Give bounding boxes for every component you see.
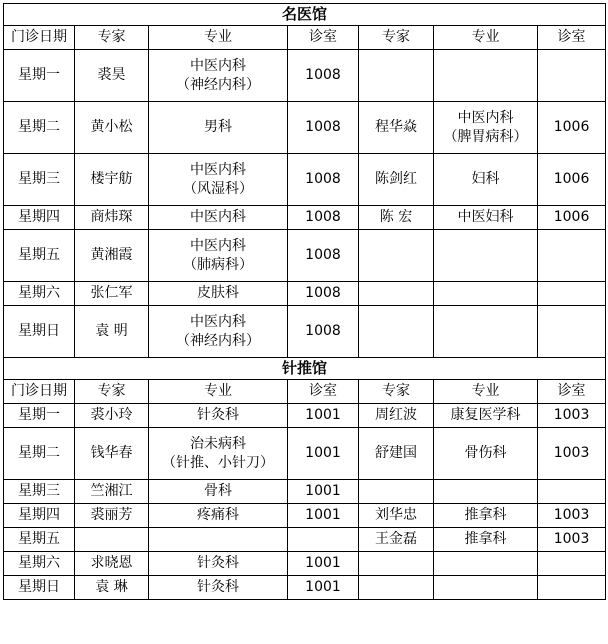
- expert-cell: 竺湘江: [75, 480, 149, 504]
- day-cell: 星期二: [4, 102, 75, 154]
- table-row: [4, 154, 606, 206]
- day-cell: 星期一: [4, 50, 75, 102]
- column-header: 诊室: [538, 380, 606, 404]
- specialty-cell: 针灸科: [149, 576, 288, 600]
- room-cell: [538, 306, 606, 358]
- specialty-cell: 妇科: [434, 154, 538, 206]
- specialty-cell: [149, 528, 288, 552]
- room-cell: 1001: [288, 428, 359, 480]
- day-cell: 星期二: [4, 428, 75, 480]
- column-header: 专业: [149, 26, 288, 50]
- table-row: [4, 480, 606, 504]
- room-cell: 1008: [288, 306, 359, 358]
- table-row: [4, 50, 606, 102]
- specialty-cell: 中医内科 （神经内科）: [149, 50, 288, 102]
- room-cell: 1001: [288, 576, 359, 600]
- expert-cell: [359, 50, 434, 102]
- table-row: [4, 306, 606, 358]
- expert-cell: 王金磊: [359, 528, 434, 552]
- expert-cell: 舒建国: [359, 428, 434, 480]
- room-cell: 1001: [288, 404, 359, 428]
- table-row: [4, 504, 606, 528]
- day-cell: 星期六: [4, 282, 75, 306]
- room-cell: [538, 230, 606, 282]
- section-title-row: [4, 358, 606, 380]
- section-title-row: [4, 4, 606, 26]
- expert-cell: 裘昊: [75, 50, 149, 102]
- expert-cell: [359, 230, 434, 282]
- day-cell: 星期三: [4, 480, 75, 504]
- specialty-cell: 中医妇科: [434, 206, 538, 230]
- expert-cell: 商炜琛: [75, 206, 149, 230]
- specialty-cell: [434, 552, 538, 576]
- room-cell: [538, 282, 606, 306]
- column-header: 专业: [434, 380, 538, 404]
- room-cell: 1006: [538, 206, 606, 230]
- table-row: [4, 552, 606, 576]
- table-row: [4, 230, 606, 282]
- expert-cell: 裘丽芳: [75, 504, 149, 528]
- expert-cell: 袁 琳: [75, 576, 149, 600]
- specialty-cell: 中医内科 （脾胃病科）: [434, 102, 538, 154]
- specialty-cell: 康复医学科: [434, 404, 538, 428]
- specialty-cell: 疼痛科: [149, 504, 288, 528]
- specialty-cell: [434, 50, 538, 102]
- room-cell: [538, 552, 606, 576]
- table-row: [4, 576, 606, 600]
- column-header: 门诊日期: [4, 26, 75, 50]
- room-cell: 1003: [538, 428, 606, 480]
- column-header: 专业: [434, 26, 538, 50]
- specialty-cell: [434, 480, 538, 504]
- day-cell: 星期五: [4, 230, 75, 282]
- room-cell: 1003: [538, 504, 606, 528]
- expert-cell: 刘华忠: [359, 504, 434, 528]
- day-cell: 星期四: [4, 504, 75, 528]
- section-title: 名医馆: [4, 4, 606, 26]
- specialty-cell: 针灸科: [149, 552, 288, 576]
- expert-cell: 黄湘霞: [75, 230, 149, 282]
- room-cell: [538, 576, 606, 600]
- expert-cell: 求晓恩: [75, 552, 149, 576]
- clinic-schedule-table: [3, 3, 606, 600]
- column-header: 专家: [75, 26, 149, 50]
- expert-cell: [359, 282, 434, 306]
- day-cell: 星期日: [4, 576, 75, 600]
- room-cell: 1008: [288, 50, 359, 102]
- expert-cell: 陈剑红: [359, 154, 434, 206]
- expert-cell: 黄小松: [75, 102, 149, 154]
- expert-cell: [75, 528, 149, 552]
- header-row: [4, 380, 606, 404]
- expert-cell: 周红波: [359, 404, 434, 428]
- day-cell: 星期四: [4, 206, 75, 230]
- day-cell: 星期六: [4, 552, 75, 576]
- expert-cell: [359, 306, 434, 358]
- specialty-cell: 治未病科 （针推、小针刀）: [149, 428, 288, 480]
- expert-cell: [359, 576, 434, 600]
- specialty-cell: 针灸科: [149, 404, 288, 428]
- section-title: 针推馆: [4, 358, 606, 380]
- header-row: [4, 26, 606, 50]
- room-cell: 1006: [538, 102, 606, 154]
- specialty-cell: [434, 282, 538, 306]
- table-row: [4, 102, 606, 154]
- specialty-cell: [434, 230, 538, 282]
- column-header: 专家: [75, 380, 149, 404]
- column-header: 专业: [149, 380, 288, 404]
- schedule-body: [4, 4, 606, 600]
- expert-cell: 钱华春: [75, 428, 149, 480]
- specialty-cell: 男科: [149, 102, 288, 154]
- expert-cell: 张仁军: [75, 282, 149, 306]
- room-cell: [538, 480, 606, 504]
- expert-cell: 裘小玲: [75, 404, 149, 428]
- specialty-cell: [434, 576, 538, 600]
- room-cell: [288, 528, 359, 552]
- room-cell: 1008: [288, 102, 359, 154]
- expert-cell: 程华焱: [359, 102, 434, 154]
- room-cell: 1008: [288, 154, 359, 206]
- expert-cell: 袁 明: [75, 306, 149, 358]
- expert-cell: 楼宇舫: [75, 154, 149, 206]
- specialty-cell: 皮肤科: [149, 282, 288, 306]
- specialty-cell: 骨科: [149, 480, 288, 504]
- room-cell: 1003: [538, 404, 606, 428]
- expert-cell: [359, 552, 434, 576]
- column-header: 专家: [359, 380, 434, 404]
- specialty-cell: 骨伤科: [434, 428, 538, 480]
- table-row: [4, 206, 606, 230]
- column-header: 诊室: [538, 26, 606, 50]
- specialty-cell: 推拿科: [434, 528, 538, 552]
- day-cell: 星期日: [4, 306, 75, 358]
- table-row: [4, 404, 606, 428]
- column-header: 门诊日期: [4, 380, 75, 404]
- specialty-cell: 中医内科: [149, 206, 288, 230]
- room-cell: 1003: [538, 528, 606, 552]
- table-row: [4, 528, 606, 552]
- specialty-cell: [434, 306, 538, 358]
- column-header: 诊室: [288, 26, 359, 50]
- table-row: [4, 428, 606, 480]
- day-cell: 星期五: [4, 528, 75, 552]
- specialty-cell: 中医内科 （风湿科）: [149, 154, 288, 206]
- column-header: 专家: [359, 26, 434, 50]
- column-header: 诊室: [288, 380, 359, 404]
- specialty-cell: 推拿科: [434, 504, 538, 528]
- room-cell: 1008: [288, 282, 359, 306]
- room-cell: 1008: [288, 230, 359, 282]
- room-cell: [538, 50, 606, 102]
- day-cell: 星期一: [4, 404, 75, 428]
- room-cell: 1001: [288, 552, 359, 576]
- room-cell: 1001: [288, 504, 359, 528]
- room-cell: 1008: [288, 206, 359, 230]
- room-cell: 1006: [538, 154, 606, 206]
- expert-cell: [359, 480, 434, 504]
- specialty-cell: 中医内科 （神经内科）: [149, 306, 288, 358]
- expert-cell: 陈 宏: [359, 206, 434, 230]
- specialty-cell: 中医内科 （肺病科）: [149, 230, 288, 282]
- day-cell: 星期三: [4, 154, 75, 206]
- room-cell: 1001: [288, 480, 359, 504]
- table-row: [4, 282, 606, 306]
